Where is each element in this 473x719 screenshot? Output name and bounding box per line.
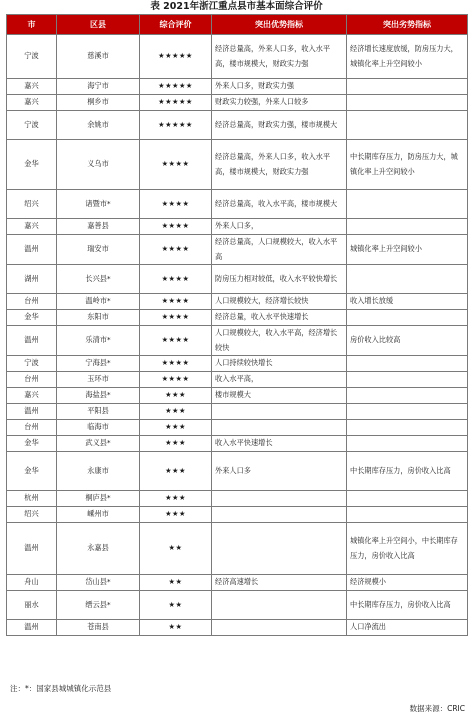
rating-stars: ★★ bbox=[140, 575, 212, 591]
rating-stars: ★★★★ bbox=[140, 356, 212, 372]
rating-stars: ★★★ bbox=[140, 420, 212, 436]
table-cell-disadvantages bbox=[347, 265, 468, 294]
rating-stars: ★★★★ bbox=[140, 140, 212, 190]
rating-stars: ★★★★ bbox=[140, 219, 212, 235]
table-cell-city: 杭州 bbox=[7, 491, 57, 507]
table-cell-county: 瑞安市 bbox=[57, 235, 140, 265]
table-row bbox=[7, 404, 468, 420]
table-cell-disadvantages: 中长期库存压力，房价收入比高 bbox=[347, 591, 468, 620]
rating-stars: ★★★★★ bbox=[140, 79, 212, 95]
table-cell-disadvantages: 经济规模小 bbox=[347, 575, 468, 591]
table-row bbox=[7, 388, 468, 404]
table-cell-county: 苍南县 bbox=[57, 620, 140, 636]
table-cell-county: 嘉善县 bbox=[57, 219, 140, 235]
table-row bbox=[7, 372, 468, 388]
table-title: 表 2021年浙江重点县市基本面综合评价 bbox=[150, 1, 323, 12]
table-cell-disadvantages bbox=[347, 219, 468, 235]
table-cell-advantages bbox=[212, 404, 347, 420]
header-row bbox=[7, 15, 468, 35]
header-rating: 综合评价 bbox=[140, 15, 212, 35]
table-cell-county: 温岭市* bbox=[57, 294, 140, 310]
table-cell-city: 宁波 bbox=[7, 35, 57, 79]
rating-stars: ★★ bbox=[140, 523, 212, 575]
table-row bbox=[7, 620, 468, 636]
table-cell-city: 嘉兴 bbox=[7, 388, 57, 404]
table-row bbox=[7, 265, 468, 294]
table-cell-city: 台州 bbox=[7, 372, 57, 388]
rating-stars: ★★★★★ bbox=[140, 35, 212, 79]
data-source: 数据来源：CRIC bbox=[409, 704, 465, 713]
table-cell-disadvantages bbox=[347, 190, 468, 219]
table-cell-disadvantages bbox=[347, 507, 468, 523]
table-cell-advantages bbox=[212, 591, 347, 620]
table-cell-county: 义乌市 bbox=[57, 140, 140, 190]
table-cell-advantages: 收入水平快速增长 bbox=[212, 436, 347, 452]
table-row bbox=[7, 294, 468, 310]
rating-stars: ★★ bbox=[140, 620, 212, 636]
table-cell-disadvantages bbox=[347, 491, 468, 507]
table-row bbox=[7, 523, 468, 575]
rating-stars: ★★★★★ bbox=[140, 111, 212, 140]
table-cell-disadvantages bbox=[347, 388, 468, 404]
table-cell-advantages: 外来人口多 bbox=[212, 452, 347, 491]
table-row bbox=[7, 591, 468, 620]
table-cell-county: 海宁市 bbox=[57, 79, 140, 95]
rating-stars: ★★ bbox=[140, 591, 212, 620]
rating-stars: ★★★★ bbox=[140, 265, 212, 294]
table-row bbox=[7, 95, 468, 111]
table-cell-county: 慈溪市 bbox=[57, 35, 140, 79]
table-cell-advantages: 外来人口多，财政实力强 bbox=[212, 79, 347, 95]
table-row bbox=[7, 452, 468, 491]
table-cell-disadvantages bbox=[347, 436, 468, 452]
table-cell-advantages: 收入水平高， bbox=[212, 372, 347, 388]
table-row bbox=[7, 79, 468, 95]
table-cell-advantages: 经济总量高，人口规模较大，收入水平高 bbox=[212, 235, 347, 265]
rating-stars: ★★★ bbox=[140, 436, 212, 452]
evaluation-table bbox=[6, 14, 468, 636]
table-row bbox=[7, 436, 468, 452]
table-cell-disadvantages bbox=[347, 310, 468, 326]
table-row bbox=[7, 507, 468, 523]
table-cell-city: 宁波 bbox=[7, 356, 57, 372]
table-cell-disadvantages: 房价收入比较高 bbox=[347, 326, 468, 356]
table-cell-county: 东阳市 bbox=[57, 310, 140, 326]
table-cell-disadvantages: 城镇化率上升空间较小 bbox=[347, 235, 468, 265]
rating-stars: ★★★ bbox=[140, 452, 212, 491]
table-cell-county: 平阳县 bbox=[57, 404, 140, 420]
table-row bbox=[7, 219, 468, 235]
table-cell-city: 湖州 bbox=[7, 265, 57, 294]
table-cell-city: 金华 bbox=[7, 452, 57, 491]
rating-stars: ★★★★ bbox=[140, 235, 212, 265]
table-row bbox=[7, 235, 468, 265]
table-cell-city: 温州 bbox=[7, 235, 57, 265]
table-cell-county: 余姚市 bbox=[57, 111, 140, 140]
table-row bbox=[7, 310, 468, 326]
table-cell-county: 临海市 bbox=[57, 420, 140, 436]
table-cell-city: 温州 bbox=[7, 404, 57, 420]
table-cell-disadvantages bbox=[347, 95, 468, 111]
table-cell-disadvantages: 城镇化率上升空间小，中长期库存压力，房价收入比高 bbox=[347, 523, 468, 575]
table-cell-city: 绍兴 bbox=[7, 507, 57, 523]
rating-stars: ★★★ bbox=[140, 404, 212, 420]
table-row bbox=[7, 420, 468, 436]
footnote: 注：*：国家县城城镇化示范县 bbox=[10, 684, 112, 693]
header-county: 区县 bbox=[57, 15, 140, 35]
table-cell-county: 乐清市* bbox=[57, 326, 140, 356]
table-row bbox=[7, 575, 468, 591]
table-cell-advantages bbox=[212, 420, 347, 436]
table-row bbox=[7, 190, 468, 219]
table-cell-advantages: 财政实力较强，外来人口较多 bbox=[212, 95, 347, 111]
rating-stars: ★★★ bbox=[140, 388, 212, 404]
table-cell-advantages: 楼市规模大 bbox=[212, 388, 347, 404]
table-cell-advantages: 外来人口多， bbox=[212, 219, 347, 235]
table-cell-disadvantages: 人口净流出 bbox=[347, 620, 468, 636]
table-cell-county: 桐庐县* bbox=[57, 491, 140, 507]
table-cell-advantages bbox=[212, 491, 347, 507]
table-cell-county: 玉环市 bbox=[57, 372, 140, 388]
table-cell-disadvantages bbox=[347, 372, 468, 388]
table-row bbox=[7, 111, 468, 140]
table-row bbox=[7, 140, 468, 190]
header-disadvantages: 突出劣势指标 bbox=[347, 15, 468, 35]
table-cell-disadvantages: 中长期库存压力，防房压力大，城镇化率上升空间较小 bbox=[347, 140, 468, 190]
rating-stars: ★★★ bbox=[140, 491, 212, 507]
table-cell-disadvantages: 经济增长速度放缓，防房压力大，城镇化率上升空间较小 bbox=[347, 35, 468, 79]
rating-stars: ★★★★★ bbox=[140, 95, 212, 111]
table-cell-county: 长兴县* bbox=[57, 265, 140, 294]
table-cell-advantages bbox=[212, 507, 347, 523]
rating-stars: ★★★★ bbox=[140, 372, 212, 388]
header-advantages: 突出优势指标 bbox=[212, 15, 347, 35]
table-cell-city: 温州 bbox=[7, 326, 57, 356]
table-cell-city: 舟山 bbox=[7, 575, 57, 591]
table-cell-disadvantages bbox=[347, 356, 468, 372]
table-cell-advantages: 经济总量高，收入水平高，楼市规模大 bbox=[212, 190, 347, 219]
table-body bbox=[7, 35, 468, 636]
table-cell-city: 丽水 bbox=[7, 591, 57, 620]
table-cell-city: 嘉兴 bbox=[7, 219, 57, 235]
table-row bbox=[7, 35, 468, 79]
table-cell-disadvantages bbox=[347, 111, 468, 140]
table-cell-city: 金华 bbox=[7, 436, 57, 452]
table-cell-advantages: 经济总量高，外来人口多，收入水平高，楼市规模大，财政实力强 bbox=[212, 35, 347, 79]
header-city: 市 bbox=[7, 15, 57, 35]
table-cell-county: 宁海县* bbox=[57, 356, 140, 372]
table-cell-advantages bbox=[212, 620, 347, 636]
table-cell-advantages: 人口规模较大，经济增长较快 bbox=[212, 294, 347, 310]
table-cell-disadvantages: 收入增长放缓 bbox=[347, 294, 468, 310]
table-cell-county: 海盐县* bbox=[57, 388, 140, 404]
table-cell-advantages: 人口规模较大，收入水平高，经济增长较快 bbox=[212, 326, 347, 356]
table-row bbox=[7, 491, 468, 507]
table-cell-city: 温州 bbox=[7, 620, 57, 636]
table-cell-county: 桐乡市 bbox=[57, 95, 140, 111]
table-cell-city: 金华 bbox=[7, 140, 57, 190]
rating-stars: ★★★★ bbox=[140, 326, 212, 356]
table-cell-advantages: 经济总量高，外来人口多，收入水平高，楼市规模大，财政实力强 bbox=[212, 140, 347, 190]
table-row bbox=[7, 326, 468, 356]
table-cell-city: 金华 bbox=[7, 310, 57, 326]
rating-stars: ★★★★ bbox=[140, 294, 212, 310]
table-cell-advantages: 人口持续较快增长 bbox=[212, 356, 347, 372]
table-cell-county: 永嘉县 bbox=[57, 523, 140, 575]
table-cell-county: 永康市 bbox=[57, 452, 140, 491]
table-cell-advantages: 经济高速增长 bbox=[212, 575, 347, 591]
table-cell-county: 缙云县* bbox=[57, 591, 140, 620]
table-cell-city: 绍兴 bbox=[7, 190, 57, 219]
table-cell-city: 温州 bbox=[7, 523, 57, 575]
table-cell-advantages: 经济总量，收入水平快速增长 bbox=[212, 310, 347, 326]
table-cell-disadvantages: 中长期库存压力，房价收入比高 bbox=[347, 452, 468, 491]
table-cell-disadvantages bbox=[347, 404, 468, 420]
table-cell-advantages: 经济总量高，财政实力强，楼市规模大 bbox=[212, 111, 347, 140]
table-cell-city: 宁波 bbox=[7, 111, 57, 140]
table-cell-city: 台州 bbox=[7, 420, 57, 436]
table-cell-advantages: 防房压力相对较低，收入水平较快增长 bbox=[212, 265, 347, 294]
table-cell-city: 台州 bbox=[7, 294, 57, 310]
table-row bbox=[7, 356, 468, 372]
table-cell-advantages bbox=[212, 523, 347, 575]
table-cell-disadvantages bbox=[347, 79, 468, 95]
table-cell-disadvantages bbox=[347, 420, 468, 436]
table-cell-county: 武义县* bbox=[57, 436, 140, 452]
rating-stars: ★★★ bbox=[140, 507, 212, 523]
table-cell-county: 诸暨市* bbox=[57, 190, 140, 219]
table-cell-city: 嘉兴 bbox=[7, 95, 57, 111]
rating-stars: ★★★★ bbox=[140, 310, 212, 326]
table-cell-city: 嘉兴 bbox=[7, 79, 57, 95]
table-cell-county: 嵊州市 bbox=[57, 507, 140, 523]
table-cell-county: 岱山县* bbox=[57, 575, 140, 591]
rating-stars: ★★★★ bbox=[140, 190, 212, 219]
